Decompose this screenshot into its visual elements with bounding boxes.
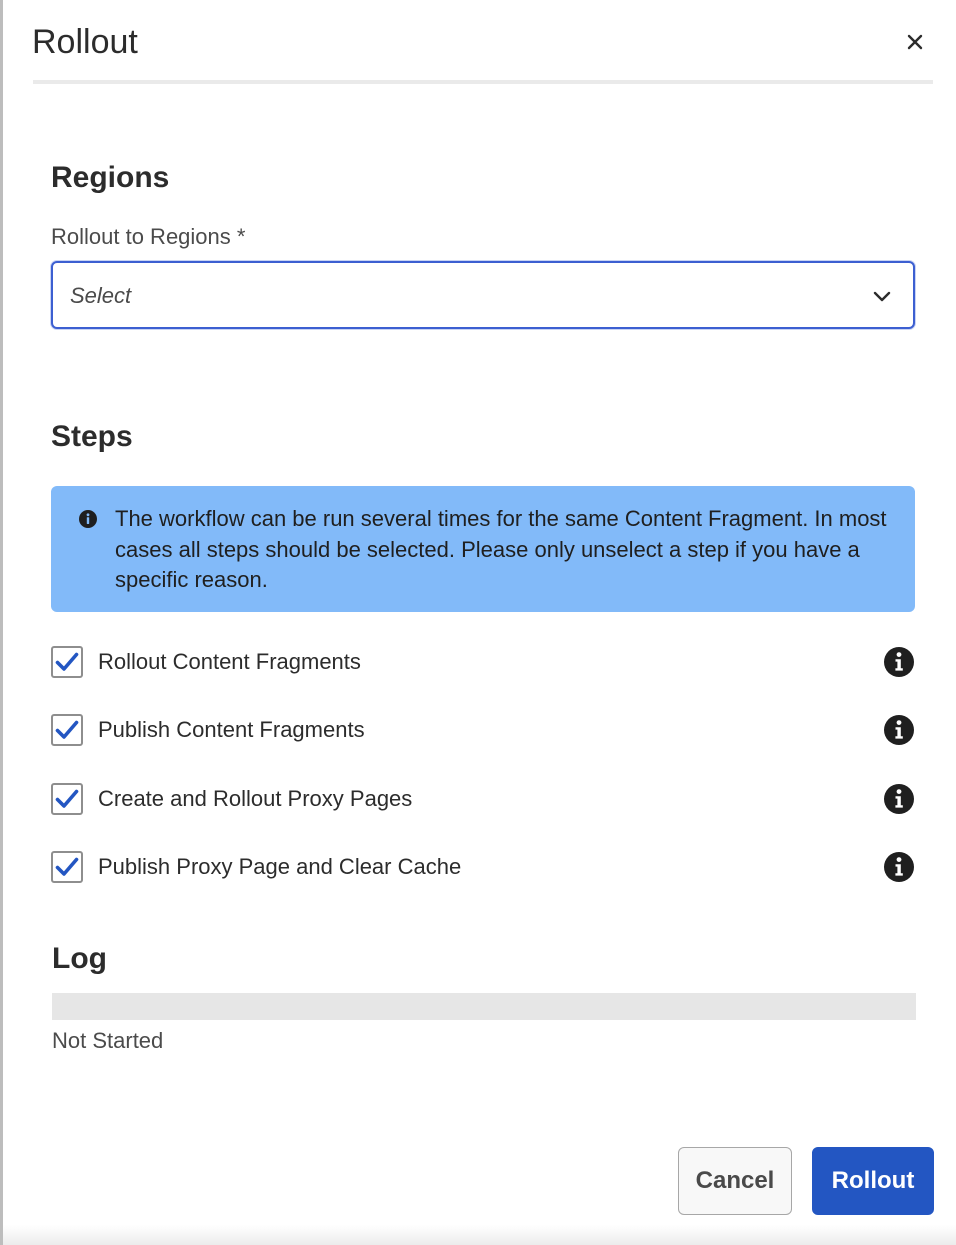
log-heading: Log [52,942,107,975]
log-progress-bar [52,993,916,1020]
info-icon [79,510,97,528]
regions-select-placeholder: Select [70,283,132,308]
title-divider [33,80,933,84]
regions-select[interactable] [51,261,915,329]
info-icon[interactable] [883,783,915,815]
rollout-button[interactable]: Rollout [812,1147,934,1215]
checkmark-icon [55,856,79,878]
checkmark-icon [55,719,79,741]
step-row-publish-proxy-page-clear-cache [51,851,915,885]
step-label: Create and Rollout Proxy Pages [98,786,413,811]
cancel-button[interactable]: Cancel [678,1147,792,1215]
info-icon[interactable] [883,851,915,883]
chevron-down-icon [871,285,893,307]
log-status: Not Started [52,1028,164,1053]
checkmark-icon [55,788,79,810]
info-banner-text: The workflow can be run several times for the same Content Fragment. In most cases all steps should be selected. Please only unselect a step if you have a specific reason. [115,506,887,592]
dialog-title: Rollout [32,23,138,61]
close-button[interactable] [899,26,931,58]
checkmark-icon [55,651,79,673]
step-checkbox[interactable] [51,783,83,815]
info-icon[interactable] [883,646,915,678]
step-row-publish-content-fragments [51,714,915,748]
step-label: Rollout Content Fragments [98,649,361,674]
info-icon[interactable] [883,714,915,746]
close-icon [907,34,923,50]
step-checkbox[interactable] [51,851,83,883]
steps-heading: Steps [51,420,133,453]
step-label: Publish Content Fragments [98,717,365,742]
info-banner [51,486,915,612]
regions-heading: Regions [51,161,170,194]
step-checkbox[interactable] [51,646,83,678]
bottom-shadow [3,1225,956,1245]
rollout-regions-label: Rollout to Regions * [51,224,246,249]
step-row-rollout-content-fragments [51,646,915,680]
step-checkbox[interactable] [51,714,83,746]
step-row-create-rollout-proxy-pages [51,783,915,817]
step-label: Publish Proxy Page and Clear Cache [98,854,462,879]
